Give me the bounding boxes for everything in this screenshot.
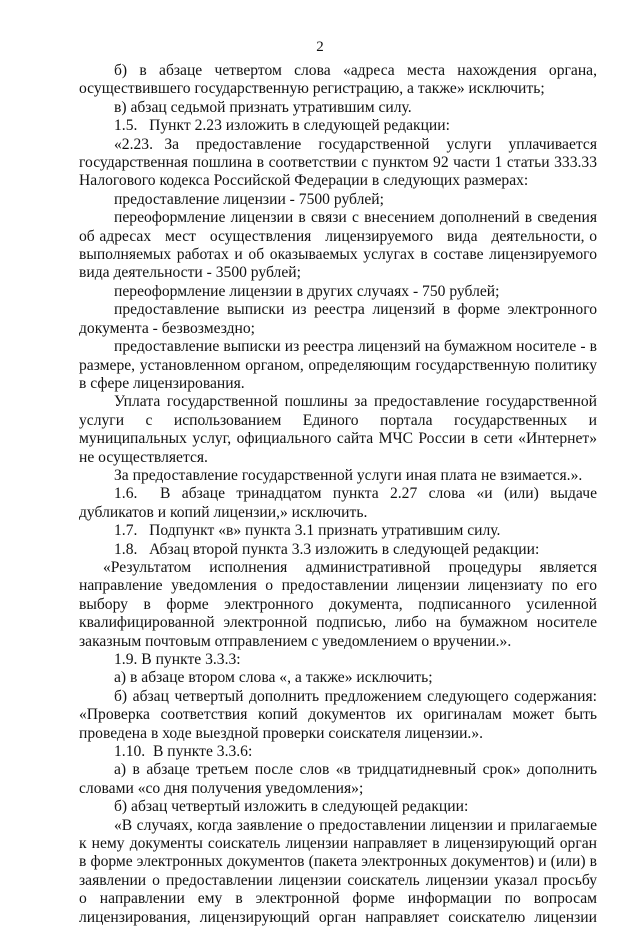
- paragraph: 1.7. Подпункт «в» пункта 3.1 признать утратившим силу.: [114, 522, 501, 540]
- paragraph: «В случаях, когда заявление о предоставлении лицензии и прилагаемые к нему документы соискатель лицензии направляет в лицензирующий орган в форме электронных документов (пакета электронных документов) и (или) в заявлении о предоставлении лицензии соискатель лицензии указал просьбу о направлении ему в электронной форме информации по вопросам лицензирования, лицензирующий орган направляет соискателю лицензии: [79, 816, 597, 926]
- paragraph: 1.10. В пункте 3.3.6:: [114, 743, 253, 761]
- paragraph: б) абзац четвертый изложить в следующей редакции:: [114, 798, 469, 816]
- paragraph: «2.23. За предоставление государственной услуги уплачивается государственная пошлина в соответствии с пунктом 92 части 1 статьи 333.33 Налогового кодекса Российской Федерации в следующих размерах:: [79, 135, 597, 190]
- paragraph: б) в абзаце четвертом слова «адреса места нахождения органа, осуществившего государственную регистрацию, а также» исключить;: [79, 62, 597, 98]
- paragraph: 1.6. В абзаце тринадцатом пункта 2.27 слова «и (или) выдаче дубликатов и копий лицензии,» исключить.: [79, 485, 597, 521]
- paragraph: Уплата государственной пошлины за предоставление государственной услуги с использованием Единого портала государственных и муниципальных услуг, официального сайта МЧС России в сети «Интернет» не осуществляется.: [79, 393, 597, 466]
- paragraph: 1.8. Абзац второй пункта 3.3 изложить в следующей редакции:: [114, 540, 540, 558]
- paragraph: предоставление лицензии - 7500 рублей;: [114, 190, 384, 208]
- page-number: 2: [316, 39, 324, 55]
- paragraph: предоставление выписки из реестра лицензий на бумажном носителе - в размере, установленном органом, определяющим государственную политику в сфере лицензирования.: [79, 338, 597, 392]
- document-body: [79, 62, 597, 927]
- paragraph: 1.5. Пункт 2.23 изложить в следующей редакции:: [114, 117, 450, 135]
- paragraph: а) в абзаце третьем после слов «в тридцатидневный срок» дополнить словами «со дня получения уведомления»;: [79, 761, 597, 797]
- paragraph: переоформление лицензии в связи с внесением дополнений в сведения об адресах мест осуществления лицензируемого вида деятельности, о выполняемых работах и об оказываемых услугах в составе лицензируемого вида деятельности - 3500 рублей;: [79, 209, 597, 282]
- paragraph: 1.9. В пункте 3.3.3:: [114, 651, 241, 668]
- paragraph: предоставление выписки из реестра лицензий в форме электронного документа - безвозмездно;: [79, 301, 597, 337]
- paragraph: За предоставление государственной услуги иная плата не взимается.».: [114, 466, 583, 484]
- paragraph: переоформление лицензии в других случаях - 750 рублей;: [114, 282, 500, 300]
- paragraph: «Результатом исполнения административной процедуры является направление уведомления о предоставлении лицензии лицензиату по его выбору в форме электронного документа, подписанного усиленной квалифицированной электронной подписью, либо на бумажном носителе заказным почтовым отправлением с уведомлением о вручении.».: [79, 558, 597, 650]
- paragraph: а) в абзаце втором слова «, а также» исключить;: [114, 669, 433, 687]
- paragraph: в) абзац седьмой признать утратившим силу.: [114, 98, 412, 116]
- paragraph: б) абзац четвертый дополнить предложением следующего содержания: «Проверка соответствия копий документов их оригиналам может быть проведена в ходе выездной проверки соискателя лицензии.».: [79, 687, 597, 742]
